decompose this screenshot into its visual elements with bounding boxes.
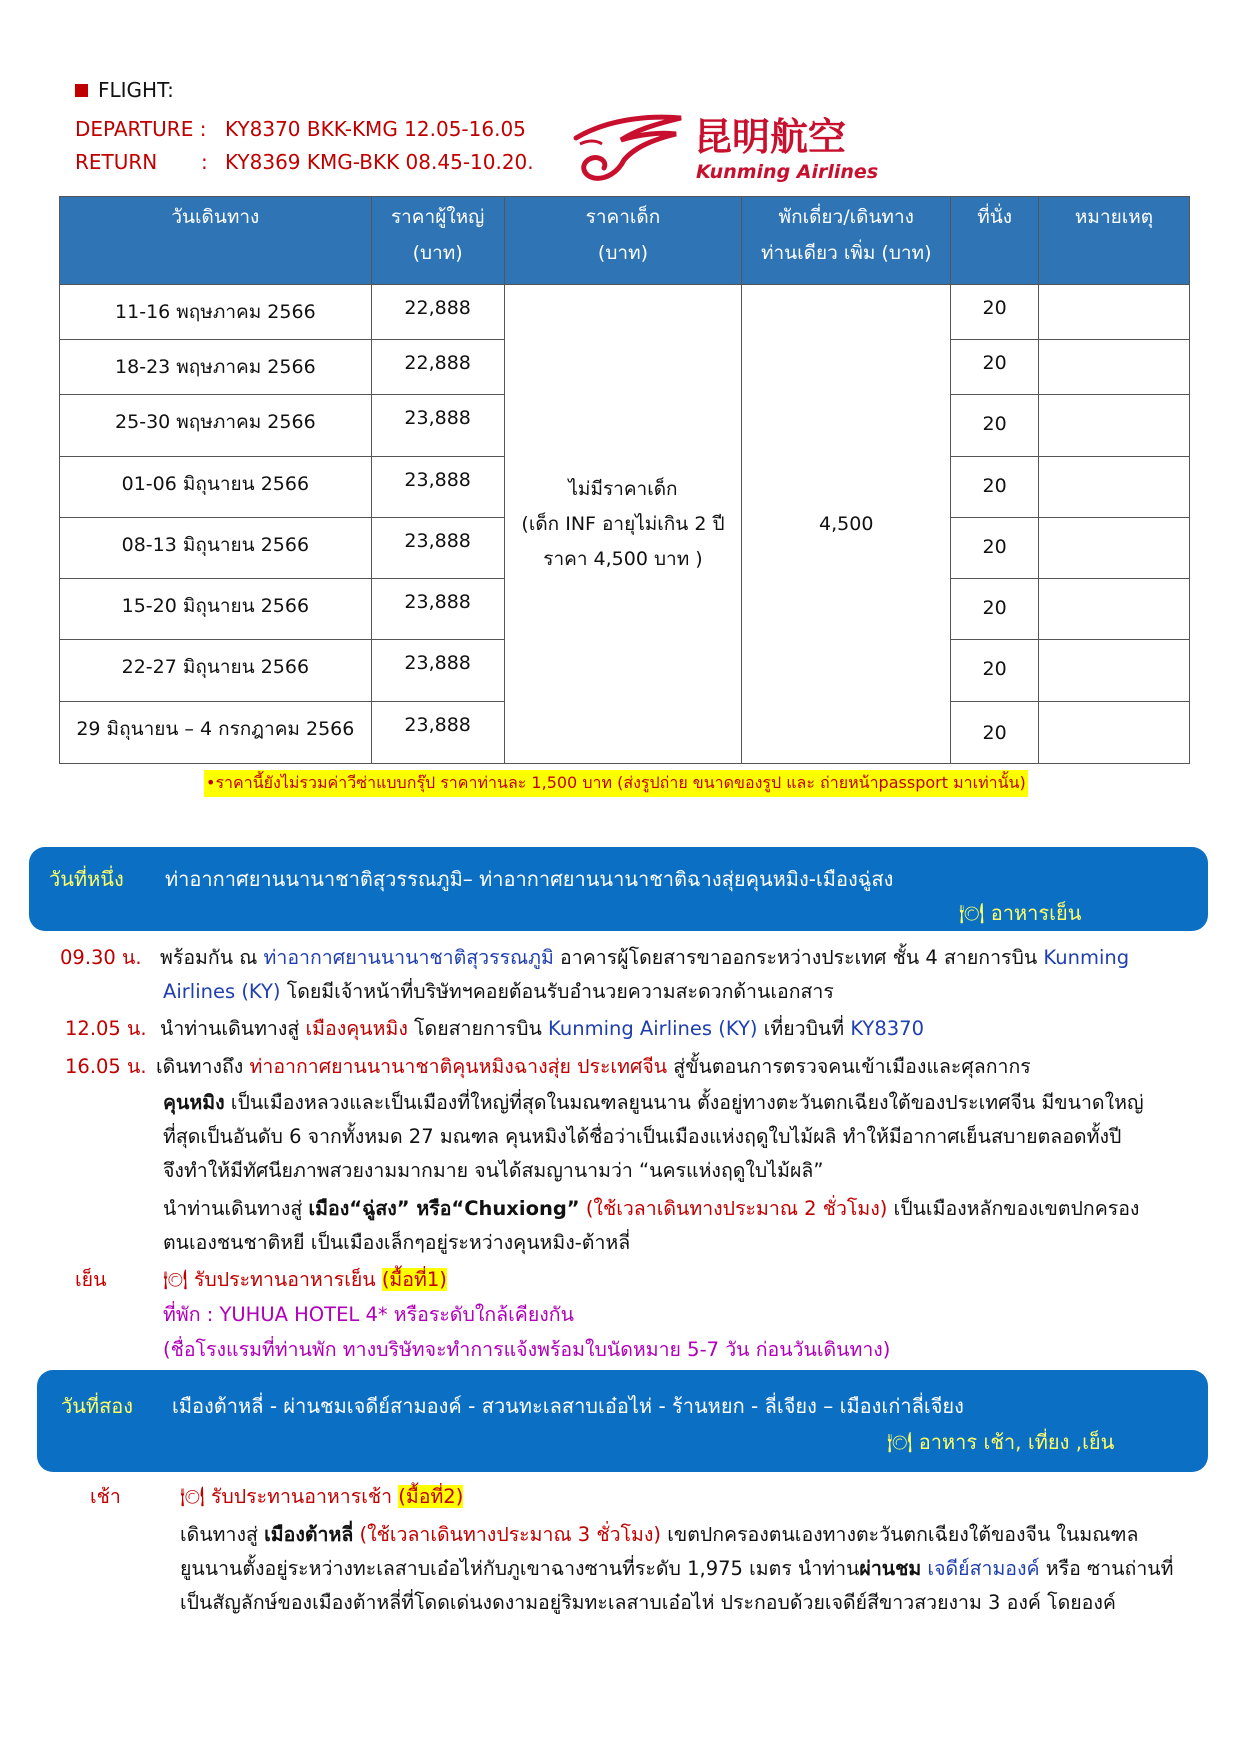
departure-value: KY8370 BKK-KMG 12.05-16.05 xyxy=(225,117,526,141)
row-date: 25-30 พฤษภาคม 2566 xyxy=(60,395,372,457)
day2-breakfast: 🍽 รับประทานอาหารเช้า (มื้อที่2) xyxy=(180,1485,464,1508)
row-date: 01-06 มิถุนายน 2566 xyxy=(60,457,372,518)
row-seats: 20 xyxy=(951,579,1039,640)
row-seats: 20 xyxy=(951,457,1039,518)
row-adult-price: 23,888 xyxy=(371,395,504,457)
departure-row xyxy=(75,117,575,143)
price-table xyxy=(59,196,1190,764)
table-header-row xyxy=(60,197,1190,285)
row-adult-price: 23,888 xyxy=(371,702,504,764)
header-adult-price: ราคาผู้ใหญ่ (บาท) xyxy=(371,197,504,285)
header-travel-date: วันเดินทาง xyxy=(60,197,372,285)
table-row xyxy=(60,285,1190,340)
day1-title: ท่าอากาศยานนานาชาติสุวรรณภูมิ– ท่าอากาศยานนานาชาติฉางสุ่ยคุนหมิง-เมืองฉู่สง xyxy=(165,867,894,891)
time-0930: 09.30 น. xyxy=(60,946,142,969)
dali-paragraph: เดินทางสู่ เมืองต้าหลี่ (ใช้เวลาเดินทางประมาณ 3 ชั่วโมง) เขตปกครองตนเองทางตะวันตกเฉียงใต้ของจีน ในมณฑล ยูนนานตั้งอยู่ระหว่างทะเลสาบเอ๋อไห่กับภูเขาฉางซานที่ระดับ 1,975 เมตร นำท่านผ่านชม เจดีย์สามองค์ หรือ ซานถ่านที่ เป็นสัญลักษ์ของเมืองต้าหลี่ที่โดดเด่นงดงามอยู่ริมทะเลสาบเอ๋อไห่ ประกอบด้วยเจดีย์สีขาวสวยงาม 3 องค์ โดยองค์ xyxy=(180,1523,1174,1614)
hotel-note: (ชื่อโรงแรมที่ท่านพัก ทางบริษัทจะทำการแจ้งพร้อมใบนัดหมาย 5-7 วัน ก่อนวันเดินทาง) xyxy=(163,1338,891,1361)
breakfast-label: เช้า xyxy=(90,1485,121,1508)
return-value: KY8369 KMG-BKK 08.45-10.20. xyxy=(225,150,534,174)
row-remark xyxy=(1039,579,1190,640)
row-remark xyxy=(1039,395,1190,457)
day2-title: เมืองต้าหลี่ - ผ่านชมเจดีย์สามองค์ - สวนทะเลสาบเอ๋อไห่ - ร้านหยก - ลี่เจียง – เมืองเก่าลี่เจียง xyxy=(172,1394,964,1418)
row-remark xyxy=(1039,640,1190,702)
row-seats: 20 xyxy=(951,395,1039,457)
row-adult-price: 23,888 xyxy=(371,579,504,640)
row-remark xyxy=(1039,457,1190,518)
row-date: 22-27 มิถุนายน 2566 xyxy=(60,640,372,702)
row-adult-price: 23,888 xyxy=(371,457,504,518)
row-seats: 20 xyxy=(951,702,1039,764)
row-seats: 20 xyxy=(951,340,1039,395)
day1-item-1-cont: Airlines (KY) โดยมีเจ้าหน้าที่บริษัทฯคอยต้อนรับอำนวยความสะดวกด้านเอกสาร xyxy=(163,980,834,1003)
row-date: 15-20 มิถุนายน 2566 xyxy=(60,579,372,640)
header-seats: ที่นั่ง xyxy=(951,197,1039,285)
day1-banner xyxy=(29,847,1208,931)
day2-label: วันที่สอง xyxy=(61,1394,134,1418)
chuxiong-paragraph: นำท่านเดินทางสู่ เมือง“ฉู่สง” หรือ“Chuxiong” (ใช้เวลาเดินทางประมาณ 2 ชั่วโมง) เป็นเมืองหลักของเขตปกครอง ตนเองชนชาติหยี เป็นเมืองเล็กๆอยู่ระหว่างคุนหมิง-ต้าหลี่ xyxy=(163,1197,1140,1254)
bullet-square-icon xyxy=(75,84,88,97)
time-1205: 12.05 น. xyxy=(65,1017,147,1040)
return-label: RETURN xyxy=(75,150,158,174)
row-adult-price: 23,888 xyxy=(371,518,504,579)
logo-chinese-text: 昆明航空 xyxy=(694,115,847,159)
day1-dinner: 🍽 รับประทานอาหารเย็น (มื้อที่1) xyxy=(163,1268,447,1291)
row-adult-price: 23,888 xyxy=(371,640,504,702)
return-colon: : xyxy=(201,150,208,174)
child-price-cell: ไม่มีราคาเด็ก (เด็ก INF อายุไม่เกิน 2 ปี ราคา 4,500 บาท ) xyxy=(504,285,742,764)
row-remark xyxy=(1039,285,1190,340)
row-adult-price: 22,888 xyxy=(371,340,504,395)
day1-meal: 🍽 อาหารเย็น xyxy=(959,901,1082,925)
day1-item-2: นำท่านเดินทางสู่ เมืองคุนหมิง โดยสายการบิน Kunming Airlines (KY) เที่ยวบินที่ KY8370 xyxy=(160,1017,924,1040)
flight-header xyxy=(75,78,174,102)
return-row xyxy=(75,150,595,176)
day2-meal: 🍽 อาหาร เช้า, เที่ยง ,เย็น xyxy=(887,1430,1115,1454)
day1-item-3: เดินทางถึง ท่าอากาศยานนานาชาติคุนหมิงฉางสุ่ย ประเทศจีน สู่ขั้นตอนการตรวจคนเข้าเมืองและศุลกากร xyxy=(156,1055,1031,1078)
row-seats: 20 xyxy=(951,285,1039,340)
kunming-airlines-logo xyxy=(566,110,906,190)
flight-header-label: FLIGHT: xyxy=(98,78,174,102)
row-date: 29 มิถุนายน – 4 กรกฎาคม 2566 xyxy=(60,702,372,764)
row-date: 08-13 มิถุนายน 2566 xyxy=(60,518,372,579)
day2-banner xyxy=(37,1370,1208,1472)
dinner-label: เย็น xyxy=(75,1268,107,1291)
row-date: 11-16 พฤษภาคม 2566 xyxy=(60,285,372,340)
departure-label: DEPARTURE : xyxy=(75,117,207,141)
row-remark xyxy=(1039,518,1190,579)
logo-english-text: Kunming Airlines xyxy=(696,161,879,183)
row-date: 18-23 พฤษภาคม 2566 xyxy=(60,340,372,395)
kunming-paragraph: คุนหมิง เป็นเมืองหลวงและเป็นเมืองที่ใหญ่ที่สุดในมณฑลยูนนาน ตั้งอยู่ทางตะวันตกเฉียงใต้ของประเทศจีน มีขนาดใหญ่ ที่สุดเป็นอันดับ 6 จากทั้งหมด 27 มณฑล คุนหมิงได้ชื่อว่าเป็นเมืองแห่งฤดูใบไม้ผลิ ทำให้มีอากาศเย็นสบายตลอดทั้งปี จึงทำให้มีทัศนียภาพสวยงามมากมาย จนได้สมญานามว่า “นครแห่งฤดูใบไม้ผลิ” xyxy=(163,1091,1144,1182)
hotel-info: ที่พัก : YUHUA HOTEL 4* หรือระดับใกล้เคียงกัน xyxy=(163,1303,574,1326)
row-adult-price: 22,888 xyxy=(371,285,504,340)
header-remarks: หมายเหตุ xyxy=(1039,197,1190,285)
day1-label: วันที่หนึ่ง xyxy=(49,867,124,891)
header-single-supplement: พักเดี่ยว/เดินทาง ท่านเดียว เพิ่ม (บาท) xyxy=(742,197,951,285)
header-child-price: ราคาเด็ก (บาท) xyxy=(504,197,742,285)
single-supplement-cell: 4,500 xyxy=(742,285,951,764)
phoenix-logo-icon xyxy=(566,110,906,190)
row-remark xyxy=(1039,340,1190,395)
time-1605: 16.05 น. xyxy=(65,1055,147,1078)
day1-item-1: พร้อมกัน ณ ท่าอากาศยานนานาชาติสุวรรณภูมิ อาคารผู้โดยสารขาออกระหว่างประเทศ ชั้น 4 สายการบิน Kunming xyxy=(160,946,1130,969)
row-remark xyxy=(1039,702,1190,764)
visa-note: •ราคานี้ยังไม่รวมค่าวีซ่าแบบกรุ๊ป ราคาท่านละ 1,500 บาท (ส่งรูปถ่าย ขนาดของรูป และ ถ่ายหน้าpassport มาเท่านั้น) xyxy=(204,770,1028,797)
row-seats: 20 xyxy=(951,518,1039,579)
row-seats: 20 xyxy=(951,640,1039,702)
